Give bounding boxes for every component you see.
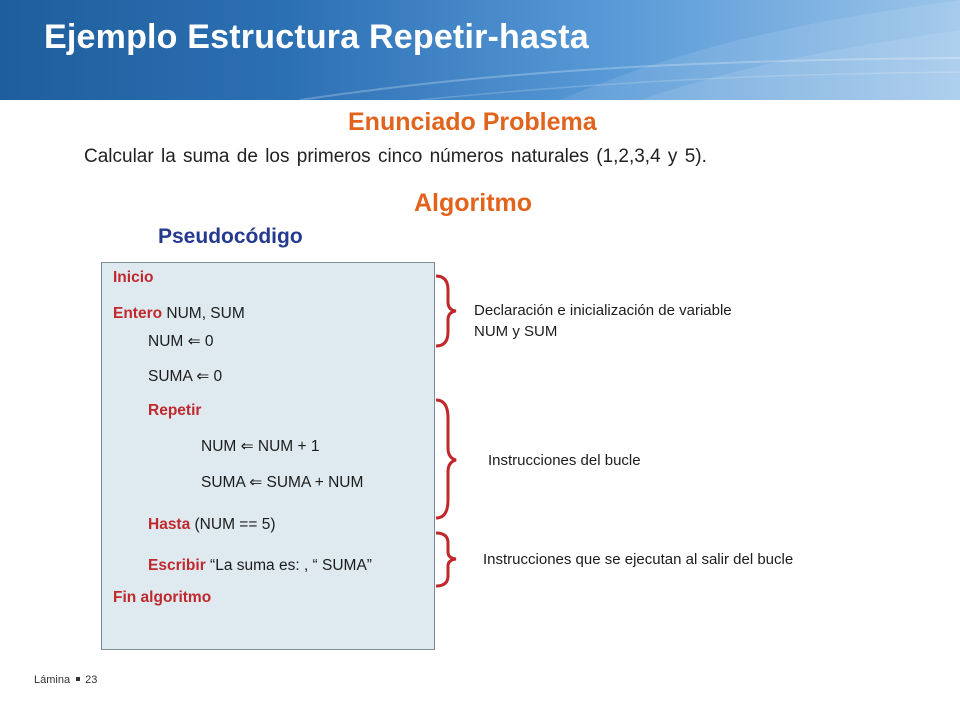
code-fin: Fin algoritmo (113, 589, 212, 606)
code-num-increment: NUM ⇐ NUM + 1 (201, 438, 320, 455)
note-declaration-line2: NUM y SUM (474, 323, 558, 340)
problem-statement: Calcular la suma de los primeros cinco números naturales (1,2,3,4 y 5). (84, 146, 707, 167)
brace-after-loop-icon (436, 533, 456, 586)
note-loop: Instrucciones del bucle (488, 452, 641, 469)
slide-footer (34, 674, 97, 686)
code-num-init: NUM ⇐ 0 (148, 333, 214, 350)
page-number: 23 (85, 674, 98, 686)
algorithm-heading: Algoritmo (414, 189, 533, 217)
footer-label: Lámina (34, 674, 71, 686)
code-escribir-args: “La suma es: , “ SUMA” (205, 557, 372, 574)
note-declaration-line1: Declaración e inicialización de variable (474, 302, 732, 319)
code-escribir-keyword: Escribir (148, 557, 206, 574)
code-entero-keyword: Entero (113, 305, 163, 322)
problem-heading: Enunciado Problema (348, 108, 597, 136)
brace-loop-icon (436, 400, 456, 518)
pseudocode-label: Pseudocódigo (158, 225, 303, 248)
code-hasta-condition: (NUM == 5) (190, 516, 276, 533)
code-inicio: Inicio (113, 269, 154, 286)
code-suma-increment: SUMA ⇐ SUMA + NUM (201, 474, 364, 491)
code-hasta-keyword: Hasta (148, 516, 191, 533)
code-entero-vars: NUM, SUM (162, 305, 245, 322)
code-suma-init: SUMA ⇐ 0 (148, 368, 223, 385)
note-after-loop: Instrucciones que se ejecutan al salir del bucle (483, 551, 794, 568)
code-repetir: Repetir (148, 402, 202, 419)
slide-title: Ejemplo Estructura Repetir-hasta (44, 18, 589, 56)
bullet-icon (76, 677, 80, 681)
brace-declaration-icon (436, 276, 456, 346)
